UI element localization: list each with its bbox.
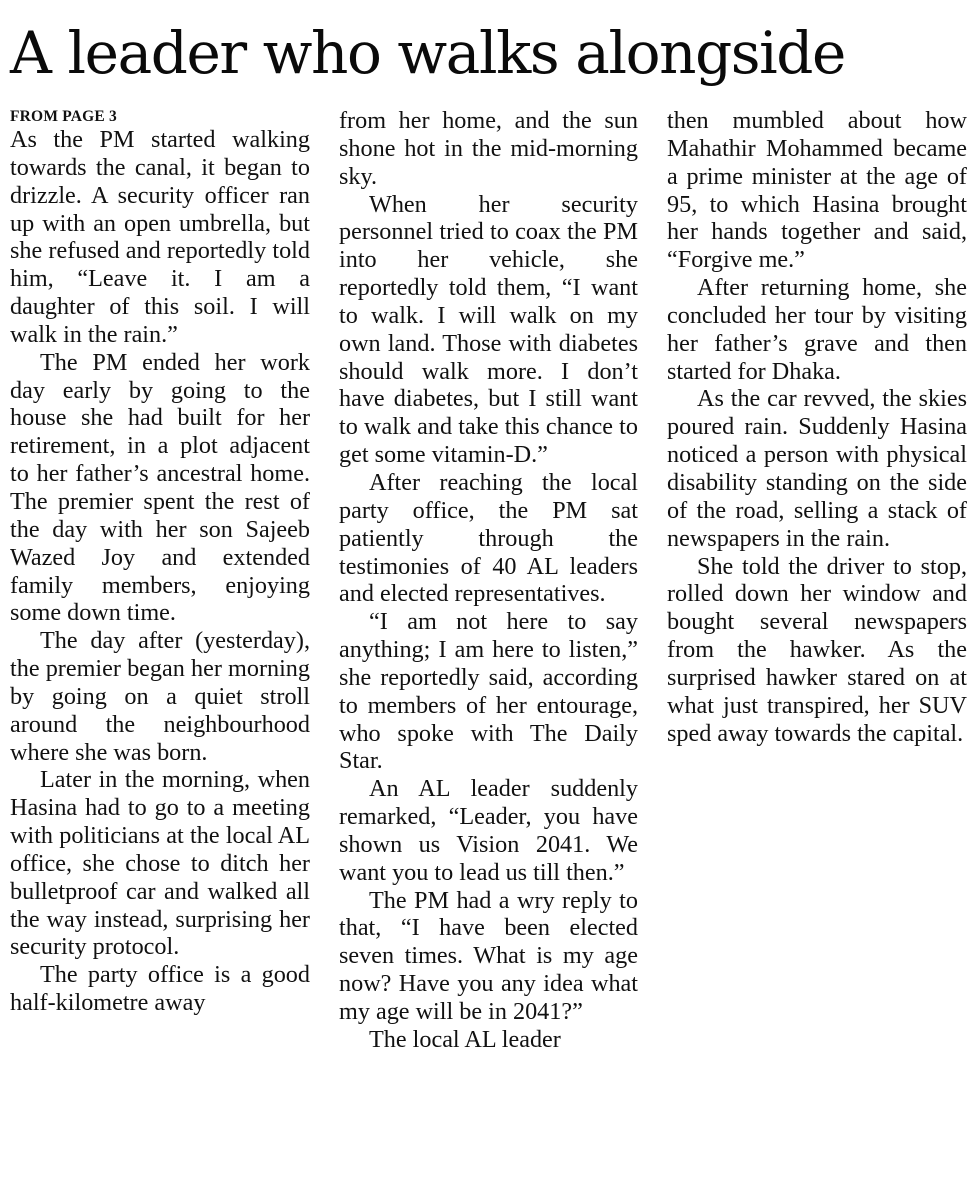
paragraph: The PM had a wry reply to that, “I have been elected seven times. What is my age now? Have you any idea what my age will be in 2041?”	[339, 886, 638, 1025]
paragraph: After returning home, she concluded her tour by visiting her father’s grave and then started for Dhaka.	[667, 274, 967, 385]
paragraph: The party office is a good half-kilometre away	[10, 961, 310, 1017]
paragraph: The day after (yesterday), the premier began her morning by going on a quiet stroll around the neighbourhood where she was born.	[10, 627, 310, 766]
paragraph: then mumbled about how Mahathir Mohammed became a prime minister at the age of 95, to which Hasina brought her hands together and said, “Forgive me.”	[667, 107, 967, 274]
paragraph: As the PM started walking towards the canal, it began to drizzle. A security officer ran up with an open umbrella, but she refused and reportedly told him, “Leave it. I am a daughter of this soil. I will walk in the rain.”	[10, 126, 310, 348]
paragraph: “I am not here to say anything; I am here to listen,” she reportedly said, according to members of her entourage, who spoke with The Daily Star.	[339, 608, 638, 775]
headline: A leader who walks alongside	[10, 19, 845, 87]
article-column-3	[667, 107, 967, 747]
paragraph: When her security personnel tried to coax the PM into her vehicle, she reportedly told them, “I want to walk. I will walk on my own land. Those with diabetes should walk more. I don’t have diabetes, but I still want to walk and take this chance to get some vitamin-D.”	[339, 190, 638, 469]
paragraph: from her home, and the sun shone hot in the mid-morning sky.	[339, 107, 638, 190]
article-column-2	[339, 107, 638, 1054]
paragraph: She told the driver to stop, rolled down her window and bought several newspapers from the hawker. As the surprised hawker stared on at what just transpired, her SUV sped away towards the capital.	[667, 552, 967, 747]
paragraph: An AL leader suddenly remarked, “Leader, you have shown us Vision 2041. We want you to lead us till then.”	[339, 775, 638, 886]
paragraph: After reaching the local party office, the PM sat patiently through the testimonies of 40 AL leaders and elected representatives.	[339, 468, 638, 608]
paragraph: The PM ended her work day early by going to the house she had built for her retirement, in a plot adjacent to her father’s ancestral home. The premier spent the rest of the day with her son Sajeeb Wazed Joy and extended family members, enjoying some down time.	[10, 348, 310, 627]
paragraph: As the car revved, the skies poured rain. Suddenly Hasina noticed a person with physical disability standing on the side of the road, selling a stack of newspapers in the rain.	[667, 385, 967, 552]
paragraph: Later in the morning, when Hasina had to go to a meeting with politicians at the local AL office, she chose to ditch her bulletproof car and walked all the way instead, surprising her security protocol.	[10, 766, 310, 961]
paragraph: The local AL leader	[369, 1025, 561, 1053]
article-column-1	[10, 107, 310, 1017]
continued-from-label: FROM PAGE 3	[10, 108, 117, 125]
